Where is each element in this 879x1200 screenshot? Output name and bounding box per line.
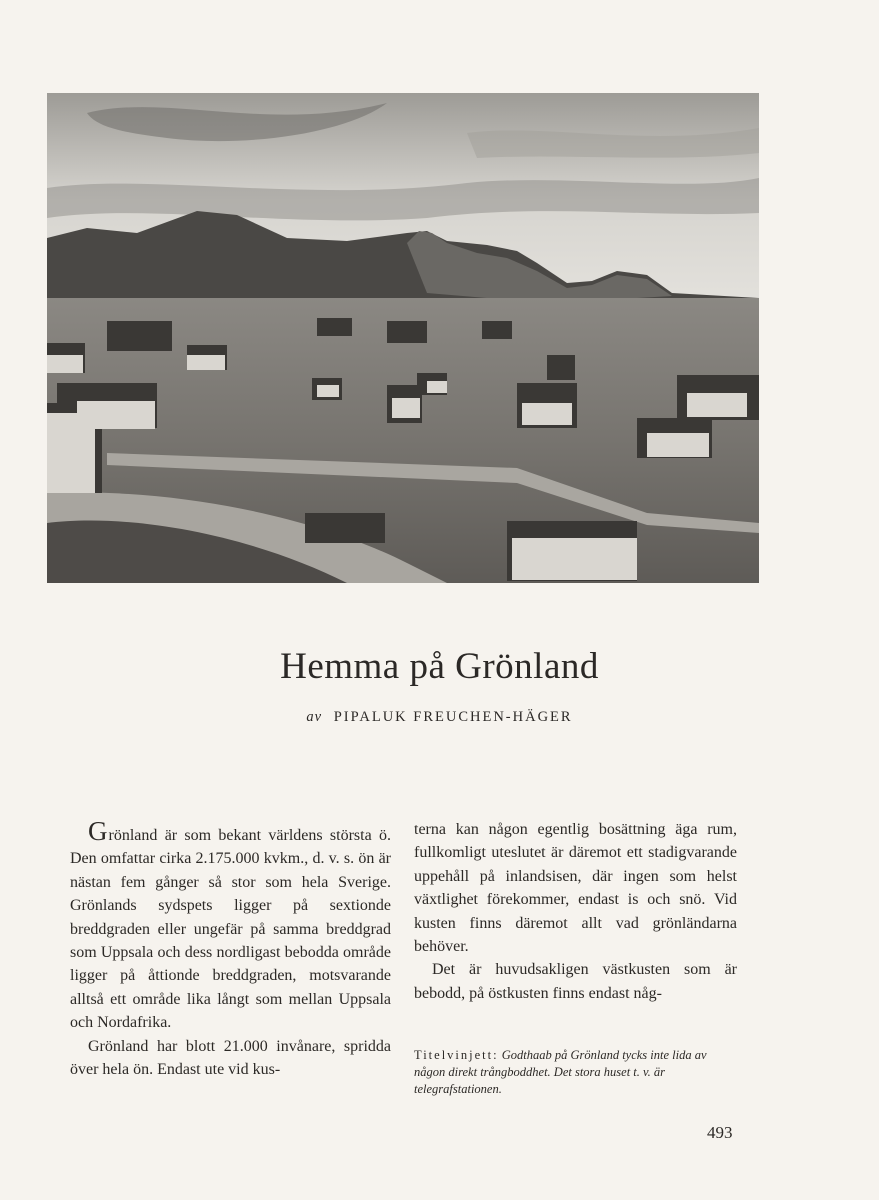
drop-cap: G [88, 816, 109, 846]
paragraph: Grönland har blott 21.000 invånare, spridda över hela ön. Endast ute vid kus- [70, 1037, 391, 1079]
paragraph: terna kan någon egentlig bosättning äga rum, fullkomligt uteslutet är däremot ett stadigvarande uppehåll på inlandsisen, där ingen som helst växtlighet förekommer, endast is och snö. Vid kusten finns däremot allt vad grönländarna behöver. [414, 821, 737, 956]
paragraph [70, 818, 391, 1035]
caption-text: Godthaab på Grönland tycks inte lida av någon direkt trångboddhet. Det stora huset t. v. är telegrafstationen. [414, 1048, 707, 1096]
text-column-left [70, 818, 391, 1081]
title-photo-godthaab [47, 93, 759, 583]
caption-lead: Titelvinjett: [414, 1048, 499, 1062]
page-number: 493 [707, 1123, 733, 1142]
photo-caption [414, 1047, 738, 1098]
article-title: Hemma på Grönland [280, 646, 599, 687]
photo-illustration [47, 93, 759, 583]
paragraph-text: rönland är som bekant världens största ö. Den omfattar cirka 2.175.000 kvkm., d. v. s. ön är nästan fem gånger så stor som hela Sverige. Grönlands sydspets ligger på sextionde breddgraden eller ungefär på samma breddgrad som Uppsala och dess nordligast bebodda område ligger på åttionde breddgraden, motsvarande alltså ett område lika långt som mellan Uppsala och Nordafrika. [70, 827, 391, 1032]
byline-prefix: av [306, 709, 323, 725]
author-name: PIPALUK FREUCHEN-HÄGER [333, 709, 573, 725]
text-column-right [414, 818, 737, 1005]
paragraph: Det är huvudsakligen västkusten som är bebodd, på östkusten finns endast någ- [414, 961, 737, 1002]
byline [0, 709, 879, 726]
